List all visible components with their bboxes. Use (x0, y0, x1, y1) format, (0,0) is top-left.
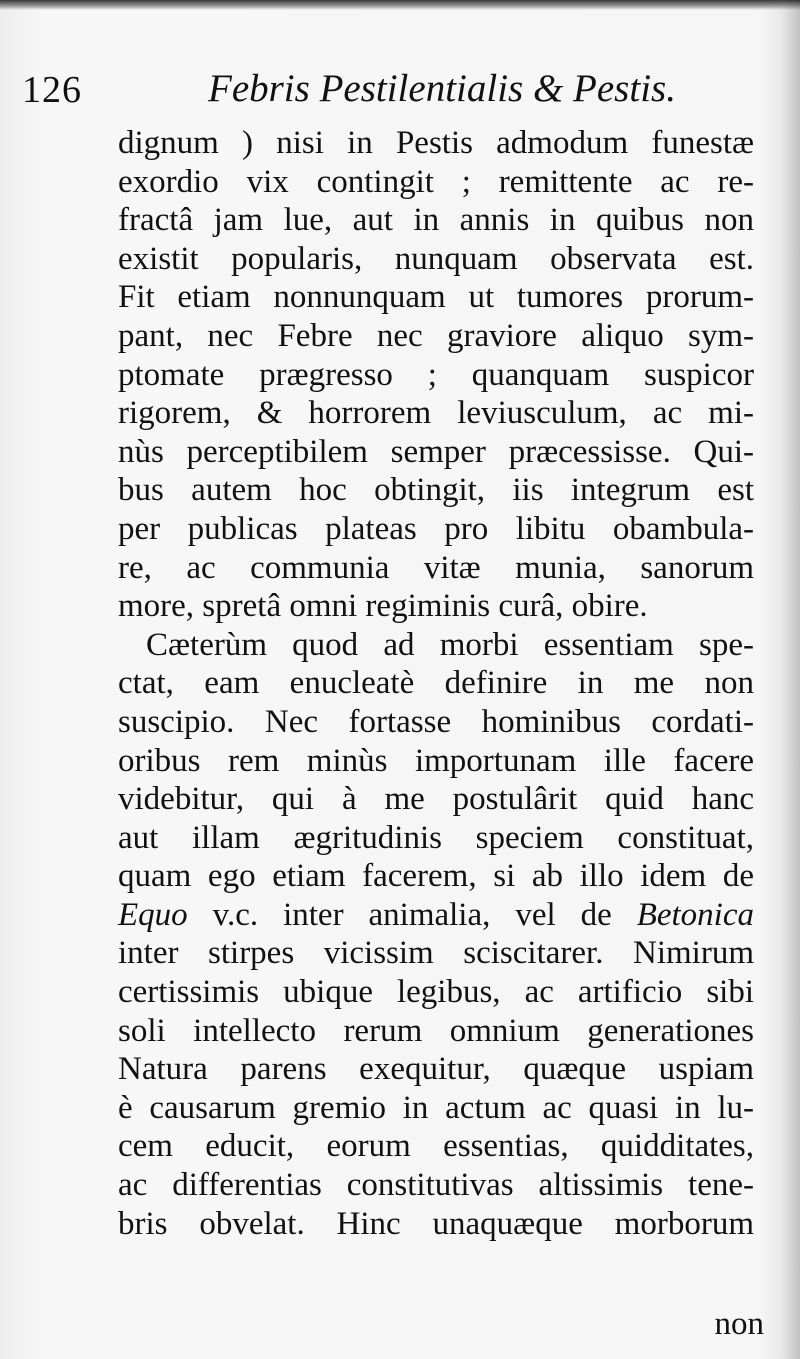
page-header (0, 62, 800, 122)
italic-term-betonica: Betonica (636, 896, 754, 933)
text-line: re, ac communia vitæ munia, sanorum (118, 549, 754, 586)
paragraph-start-line: Cæterùm quod ad morbi essentiam spe- (146, 626, 754, 663)
text-line: existit popularis, nunquam observata est. (118, 240, 754, 277)
text-run: v.c. inter animalia, vel de (187, 896, 637, 933)
text-line: inter stirpes vicissim sciscitarer. Nimirum (118, 935, 754, 972)
text-line: quam ego etiam facerem, si ab illo idem de (118, 858, 754, 895)
text-line: è causarum gremio in actum ac quasi in lu- (118, 1089, 754, 1126)
text-line: Fit etiam nonnunquam ut tumores prorum- (118, 279, 754, 316)
text-line: ptomate prægresso ; quanquam suspicor (118, 356, 754, 393)
page-top-edge (0, 0, 800, 10)
text-line: bus autem hoc obtingit, iis integrum est (118, 472, 754, 509)
text-line: oribus rem minùs importunam ille facere (118, 742, 754, 779)
page-number: 126 (22, 69, 82, 111)
text-line: certissimis ubique legibus, ac artificio sibi (118, 974, 754, 1011)
text-line: soli intellecto rerum omnium generationes (118, 1012, 754, 1049)
text-line: dignum ) nisi in Pestis admodum funestæ (118, 125, 754, 161)
text-line: ctat, eam enucleatè definire in me non (118, 665, 754, 702)
paragraph-end-line: more, spretâ omni regiminis curâ, obire. (118, 588, 648, 625)
text-line: rigorem, & horrorem leviusculum, ac mi- (118, 395, 754, 432)
text-line: per publicas plateas pro libitu obambula- (118, 510, 754, 547)
text-line: videbitur, qui à me postulârit quid hanc (118, 781, 754, 818)
running-head: Febris Pestilentialis & Pestis. (208, 67, 676, 110)
text-line: suscipio. Nec fortasse hominibus cordati- (118, 703, 754, 740)
text-line: exordio vix contingit ; remittente ac re- (118, 163, 754, 200)
page-right-edge (782, 0, 800, 1359)
text-line: nùs perceptibilem semper præcessisse. Qui- (118, 433, 754, 470)
text-line: aut illam ægritudinis speciem constituat, (118, 819, 754, 856)
text-line: cem educit, eorum essentias, quidditates, (118, 1128, 754, 1165)
text-line: bris obvelat. Hinc unaquæque morborum (118, 1205, 754, 1242)
catchword: non (714, 1306, 764, 1342)
body-text (118, 124, 754, 1243)
text-line-mixed (118, 896, 754, 935)
text-line: Natura parens exequitur, quæque uspiam (118, 1051, 754, 1088)
text-line: fractâ jam lue, aut in annis in quibus non (118, 202, 754, 239)
text-line: ac differentias constitutivas altissimis tene- (118, 1167, 754, 1204)
text-line: pant, nec Febre nec graviore aliquo sym- (118, 317, 754, 354)
italic-term-equo: Equo (118, 896, 188, 933)
